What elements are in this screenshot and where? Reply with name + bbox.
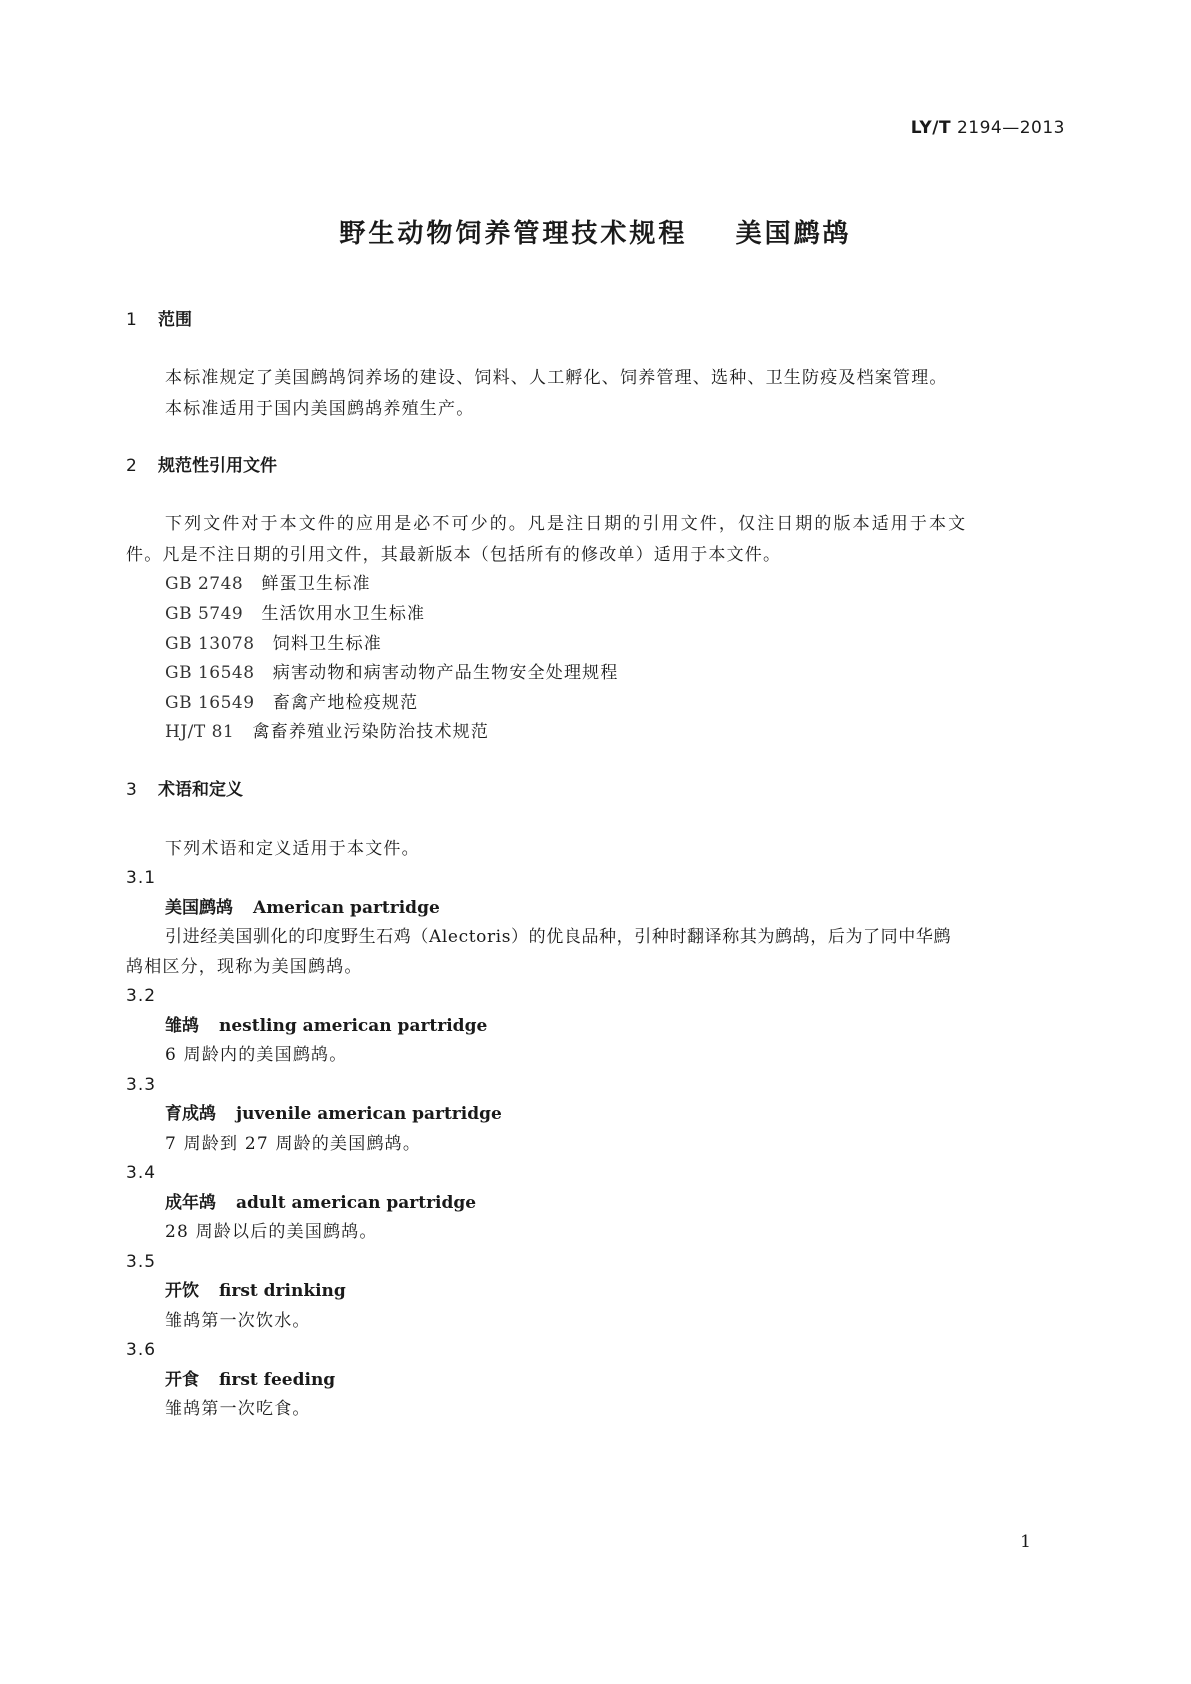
section-number: 1	[126, 310, 137, 330]
paragraph: 下列文件对于本文件的应用是必不可少的。凡是注日期的引用文件，仅注日期的版本适用于本文	[165, 514, 968, 534]
term-number: 3.5	[126, 1252, 157, 1272]
section-title: 术语和定义	[158, 780, 243, 800]
term-number: 3.1	[126, 868, 157, 888]
section-heading-terms	[126, 782, 243, 799]
term-cn: 育成鸪	[165, 1104, 216, 1124]
reference-title: 病害动物和病害动物产品生物安全处理规程	[272, 663, 619, 683]
term-en: American partridge	[253, 898, 440, 918]
reference-title: 畜禽产地检疫规范	[272, 693, 419, 713]
term-cn: 成年鸪	[165, 1193, 216, 1213]
reference-item	[165, 606, 425, 623]
term-cn: 雏鸪	[165, 1016, 199, 1036]
reference-code: GB 2748	[165, 574, 244, 594]
term-definition: 28 周龄以后的美国鹧鸪。	[165, 1222, 378, 1242]
term-number: 3.2	[126, 986, 157, 1006]
reference-code: GB 13078	[165, 634, 255, 654]
term-definition: 雏鸪第一次饮水。	[165, 1311, 311, 1331]
reference-item	[165, 665, 619, 682]
reference-title: 生活饮用水卫生标准	[261, 604, 426, 624]
term-definition: 6 周龄内的美国鹧鸪。	[165, 1045, 348, 1065]
reference-code: HJ/T 81	[165, 722, 235, 742]
paragraph: 件。凡是不注日期的引用文件，其最新版本（包括所有的修改单）适用于本文件。	[126, 545, 782, 565]
paragraph: 本标准规定了美国鹧鸪饲养场的建设、饲料、人工孵化、饲养管理、选种、卫生防疫及档案管理。	[165, 368, 948, 388]
term-en: juvenile american partridge	[236, 1104, 502, 1124]
reference-title: 禽畜养殖业污染防治技术规范	[252, 722, 490, 742]
reference-item	[165, 576, 371, 593]
term-definition: 雏鸪第一次吃食。	[165, 1399, 311, 1419]
term-title	[165, 1283, 346, 1300]
term-en: first feeding	[219, 1370, 336, 1390]
term-number: 3.3	[126, 1075, 157, 1095]
reference-code: GB 16548	[165, 663, 255, 683]
reference-title: 鲜蛋卫生标准	[261, 574, 371, 594]
term-en: nestling american partridge	[219, 1016, 488, 1036]
term-title	[165, 1195, 476, 1212]
paragraph: 下列术语和定义适用于本文件。	[165, 839, 420, 859]
term-definition: 鸪相区分，现称为美国鹧鸪。	[126, 957, 363, 977]
paragraph: 本标准适用于国内美国鹧鸪养殖生产。	[165, 399, 475, 419]
document-title: 野生动物饲养管理技术规程 美国鹧鸪	[339, 219, 852, 249]
term-definition: 引进经美国驯化的印度野生石鸡（Alectoris）的优良品种，引种时翻译称其为鹧鸪，后为了同中华鹧	[165, 927, 952, 947]
page-number: 1	[1020, 1532, 1031, 1552]
term-cn: 开食	[165, 1370, 199, 1390]
reference-item	[165, 695, 418, 712]
reference-item	[165, 724, 489, 741]
reference-code: GB 5749	[165, 604, 244, 624]
term-en: adult american partridge	[236, 1193, 477, 1213]
term-title	[165, 1018, 487, 1035]
standard-code-prefix: LY/T	[910, 118, 952, 138]
reference-code: GB 16549	[165, 693, 255, 713]
term-en: first drinking	[219, 1281, 346, 1301]
section-title: 规范性引用文件	[158, 456, 277, 476]
section-heading-scope	[126, 312, 192, 329]
standard-code-number: 2194—2013	[956, 118, 1065, 138]
term-number: 3.6	[126, 1340, 157, 1360]
term-title	[165, 1372, 335, 1389]
term-definition: 7 周龄到 27 周龄的美国鹧鸪。	[165, 1134, 422, 1154]
reference-item	[165, 636, 382, 653]
section-title: 范围	[158, 310, 192, 330]
section-number: 2	[126, 456, 137, 476]
term-title	[165, 1106, 502, 1123]
section-number: 3	[126, 780, 137, 800]
section-heading-references	[126, 458, 277, 475]
reference-title: 饲料卫生标准	[272, 634, 382, 654]
term-title	[165, 900, 440, 917]
term-number: 3.4	[126, 1163, 157, 1183]
term-cn: 开饮	[165, 1281, 199, 1301]
term-cn: 美国鹧鸪	[165, 898, 233, 918]
